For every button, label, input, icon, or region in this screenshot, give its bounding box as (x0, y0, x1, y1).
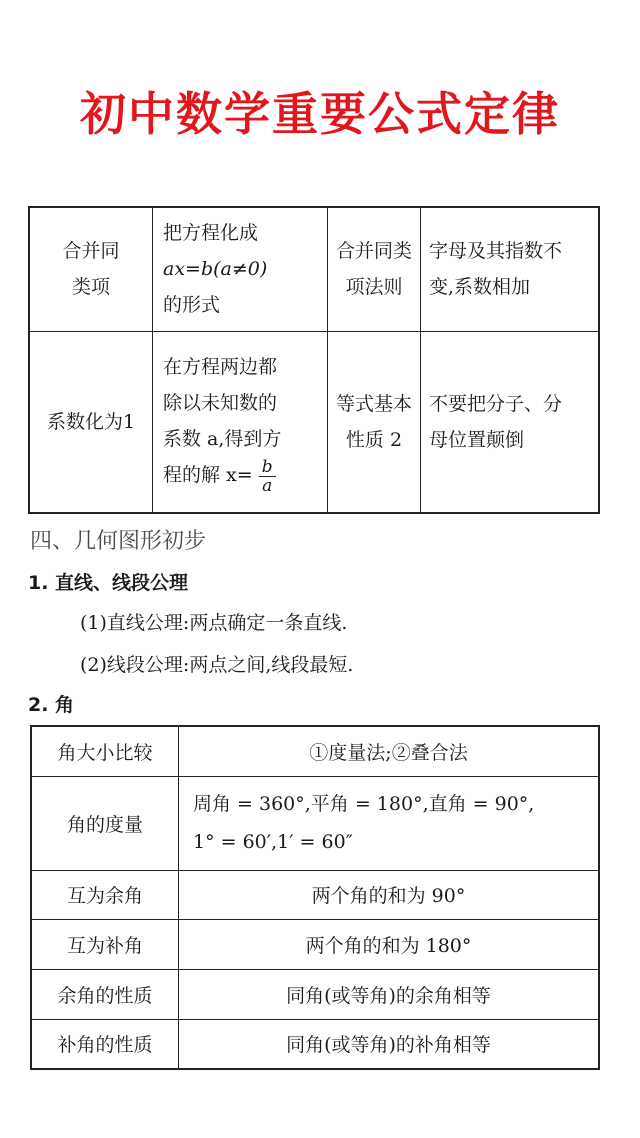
basis-cell: 等式基本 性质 2 (328, 331, 421, 513)
step-cell: 系数化为1 (29, 331, 153, 513)
angle-table (30, 725, 600, 1070)
equation-steps-table (28, 206, 600, 514)
subheading-line-axioms: 1. 直线、线段公理 (28, 572, 189, 594)
table-row (31, 870, 599, 919)
axiom-line: (1)直线公理:两点确定一条直线. (80, 612, 348, 634)
table-row (31, 726, 599, 776)
row-value: 两个角的和为 180° (179, 919, 600, 969)
note-cell: 字母及其指数不 变,系数相加 (421, 207, 600, 331)
step-cell: 合并同 类项 (29, 207, 153, 331)
row-key: 互为补角 (31, 919, 179, 969)
table-row (31, 969, 599, 1019)
page-title: 初中数学重要公式定律 (80, 87, 560, 141)
table-row (31, 1019, 599, 1069)
axiom-segment: (2)线段公理:两点之间,线段最短. (80, 654, 354, 676)
fraction: $\frac{b}{a}$ (259, 458, 276, 495)
row-value: ①度量法;②叠合法 (179, 726, 600, 776)
row-value: 同角(或等角)的补角相等 (179, 1019, 600, 1069)
row-key: 角的度量 (31, 776, 179, 870)
table-row (31, 919, 599, 969)
note-cell: 不要把分子、分 母位置颠倒 (421, 331, 600, 513)
row-value: 同角(或等角)的余角相等 (179, 969, 600, 1019)
desc-cell: 把方程化成 ax=b(a≠0) 的形式 (153, 207, 328, 331)
table-row (29, 331, 599, 513)
subheading-angle: 2. 角 (28, 694, 75, 716)
row-value: 两个角的和为 90° (179, 870, 600, 919)
row-key: 互为余角 (31, 870, 179, 919)
row-key: 角大小比较 (31, 726, 179, 776)
table-row (31, 776, 599, 870)
row-value: 周角 = 360°,平角 = 180°,直角 = 90°, 1° = 60′,1′ = 60″ (179, 776, 600, 870)
section-heading: 四、几何图形初步 (30, 529, 207, 554)
row-key: 补角的性质 (31, 1019, 179, 1069)
row-key: 余角的性质 (31, 969, 179, 1019)
desc-cell: 在方程两边都 除以未知数的 系数 a,得到方 程的解 x= $\frac{b}{a}$ (153, 331, 328, 513)
basis-cell: 合并同类 项法则 (328, 207, 421, 331)
table-row (29, 207, 599, 331)
